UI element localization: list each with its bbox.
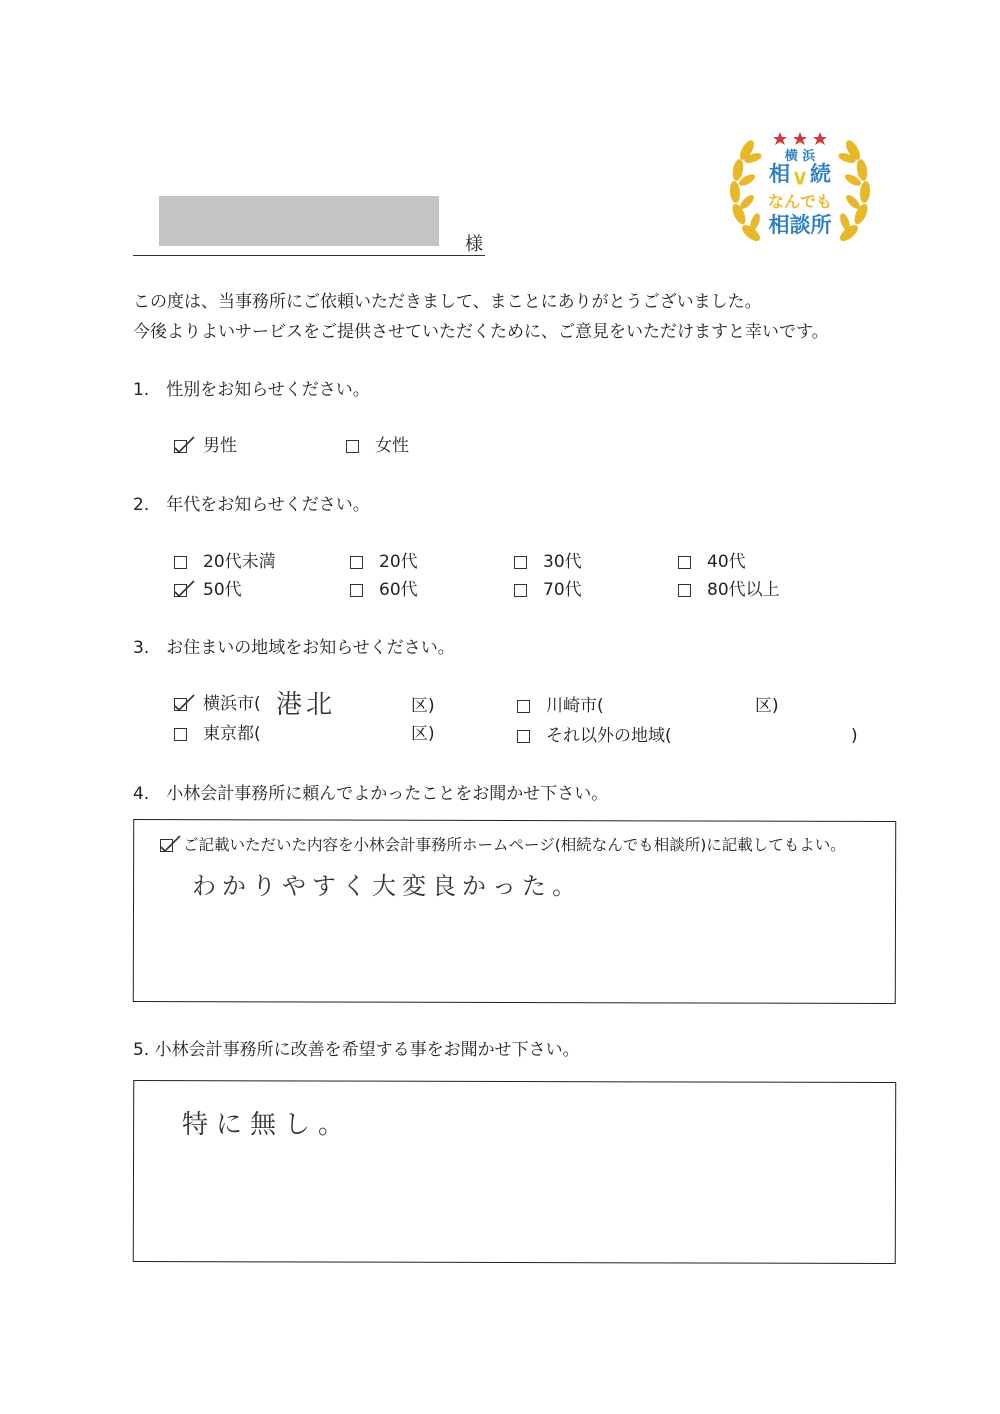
q3-ku-label: 区) [755,696,779,716]
q3-other-label: それ以外の地域( [546,726,672,746]
logo-ha-mark [793,168,807,182]
q1-option-female[interactable] [346,438,409,455]
q3-label: 3. お住まいの地域をお知らせください。 [133,638,455,658]
q3-option-kawasaki[interactable] [517,698,604,715]
q2-option-label: 80代以上 [707,580,780,600]
q1-label: 1. 性別をお知らせください。 [133,380,370,400]
q3-option-other[interactable] [517,728,672,745]
q1-option-label: 男性 [203,436,237,456]
q2-option[interactable] [174,582,242,599]
checkbox-icon[interactable] [517,730,530,743]
checkbox-icon[interactable] [517,700,530,713]
checkbox-icon[interactable] [678,556,691,569]
checkbox-icon[interactable] [174,556,187,569]
name-suffix: 様 [465,234,483,255]
q2-option[interactable] [514,582,582,599]
checkbox-icon[interactable] [350,584,363,597]
checkbox-checked-icon[interactable] [160,839,173,852]
checkbox-checked-icon[interactable] [174,698,187,711]
q3-kawasaki-label: 川崎市( [546,696,604,716]
intro-line1: この度は、当事務所にご依頼いただきまして、まことにありがとうございました。 [133,292,762,312]
logo-line2a: 相 [769,162,790,186]
q2-option[interactable] [678,554,746,571]
q2-option[interactable] [514,554,582,571]
checkbox-checked-icon[interactable] [174,440,187,453]
logo-line2 [725,164,875,185]
checkbox-icon[interactable] [514,556,527,569]
q3-other-close: ) [851,726,858,746]
checkbox-icon[interactable] [350,556,363,569]
q4-consent[interactable] [160,838,846,854]
q2-option[interactable] [350,554,418,571]
checkbox-icon[interactable] [678,584,691,597]
q4-label: 4. 小林会計事務所に頼んでよかったことをお聞かせ下さい。 [133,784,609,804]
q3-tokyo-label: 東京都( [203,724,261,744]
q5-label: 5. 小林会計事務所に改善を希望する事をお聞かせ下さい。 [133,1040,580,1060]
q4-consent-label: ご記載いただいた内容を小林会計事務所ホームページ(相続なんでも相談所)に記載してもよい。 [183,836,846,854]
q4-answer[interactable]: わかりやすく大変良かった。 [192,872,582,900]
q1-option-label: 女性 [375,436,409,456]
q2-option[interactable] [174,554,276,571]
q2-option[interactable] [350,582,418,599]
logo-line3: なんでも [767,192,832,211]
q2-label: 2. 年代をお知らせください。 [133,495,370,515]
checkbox-checked-icon[interactable] [174,584,187,597]
intro-line2: 今後よりよいサービスをご提供させていただくために、ご意見をいただけますと幸いです。 [133,322,829,342]
q3-option-yokohama[interactable] [174,696,261,713]
checkbox-icon[interactable] [174,728,187,741]
q3-yokohama-label: 横浜市( [203,694,261,714]
logo-line2b: 続 [810,162,831,186]
q3-ku-label: 区) [411,724,435,744]
q3-option-tokyo[interactable] [174,726,261,743]
q2-option-label: 20代未満 [203,552,276,572]
q2-option-label: 20代 [379,552,418,572]
logo-line1: 横 浜 [784,149,816,164]
q2-option-label: 60代 [379,580,418,600]
checkbox-icon[interactable] [346,440,359,453]
logo [725,128,875,258]
q5-answer[interactable]: 特に無し。 [182,1110,353,1140]
q2-option-label: 30代 [543,552,582,572]
name-redaction [159,196,439,246]
star-icon [773,132,827,145]
q3-yokohama-answer[interactable]: 港北 [276,690,337,720]
q2-option-label: 40代 [707,552,746,572]
q3-ku-label: 区) [411,696,435,716]
q2-option[interactable] [678,582,780,599]
logo-line4: 相談所 [768,213,832,237]
name-underline [133,255,485,256]
checkbox-icon[interactable] [514,584,527,597]
q1-option-male[interactable] [174,438,237,455]
q2-option-label: 50代 [203,580,242,600]
q2-option-label: 70代 [543,580,582,600]
